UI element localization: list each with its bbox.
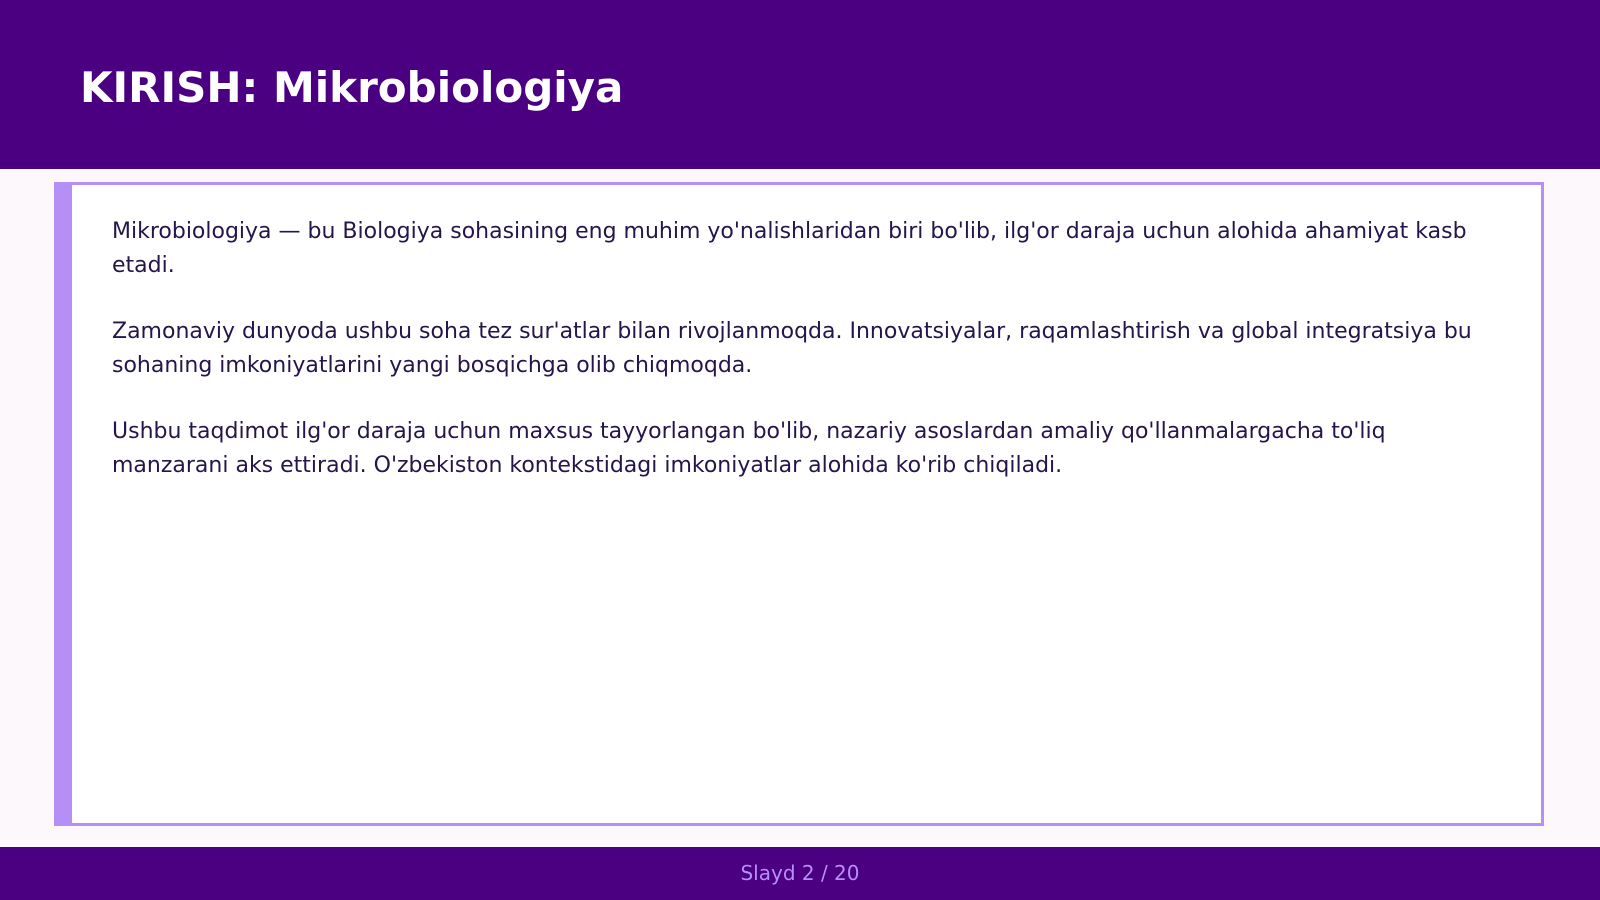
slide-counter: Slayd 2 / 20 [740, 861, 860, 885]
paragraph-intro: Mikrobiologiya — bu Biologiya sohasining eng muhim yo'nalishlaridan biri bo'lib, ilg'or daraja uchun alohida ahamiyat kasb etadi. [112, 219, 1467, 278]
slide-title: KIRISH: Mikrobiologiya [80, 63, 624, 112]
slide-footer [0, 847, 1600, 900]
paragraph-presentation-scope: Ushbu taqdimot ilg'or daraja uchun maxsus tayyorlangan bo'lib, nazariy asoslardan amaliy qo'llanmalargacha to'liq manzarani aks ettiradi. O'zbekiston kontekstidagi imkoniyatlar alohida ko'rib chiqiladi. [112, 419, 1386, 478]
slide-header [0, 0, 1600, 169]
content-panel [54, 182, 1544, 826]
paragraph-modern-world: Zamonaviy dunyoda ushbu soha tez sur'atlar bilan rivojlanmoqda. Innovatsiyalar, raqamlashtirish va global integratsiya bu sohaning imkoniyatlarini yangi bosqichga olib chiqmoqda. [112, 319, 1472, 378]
